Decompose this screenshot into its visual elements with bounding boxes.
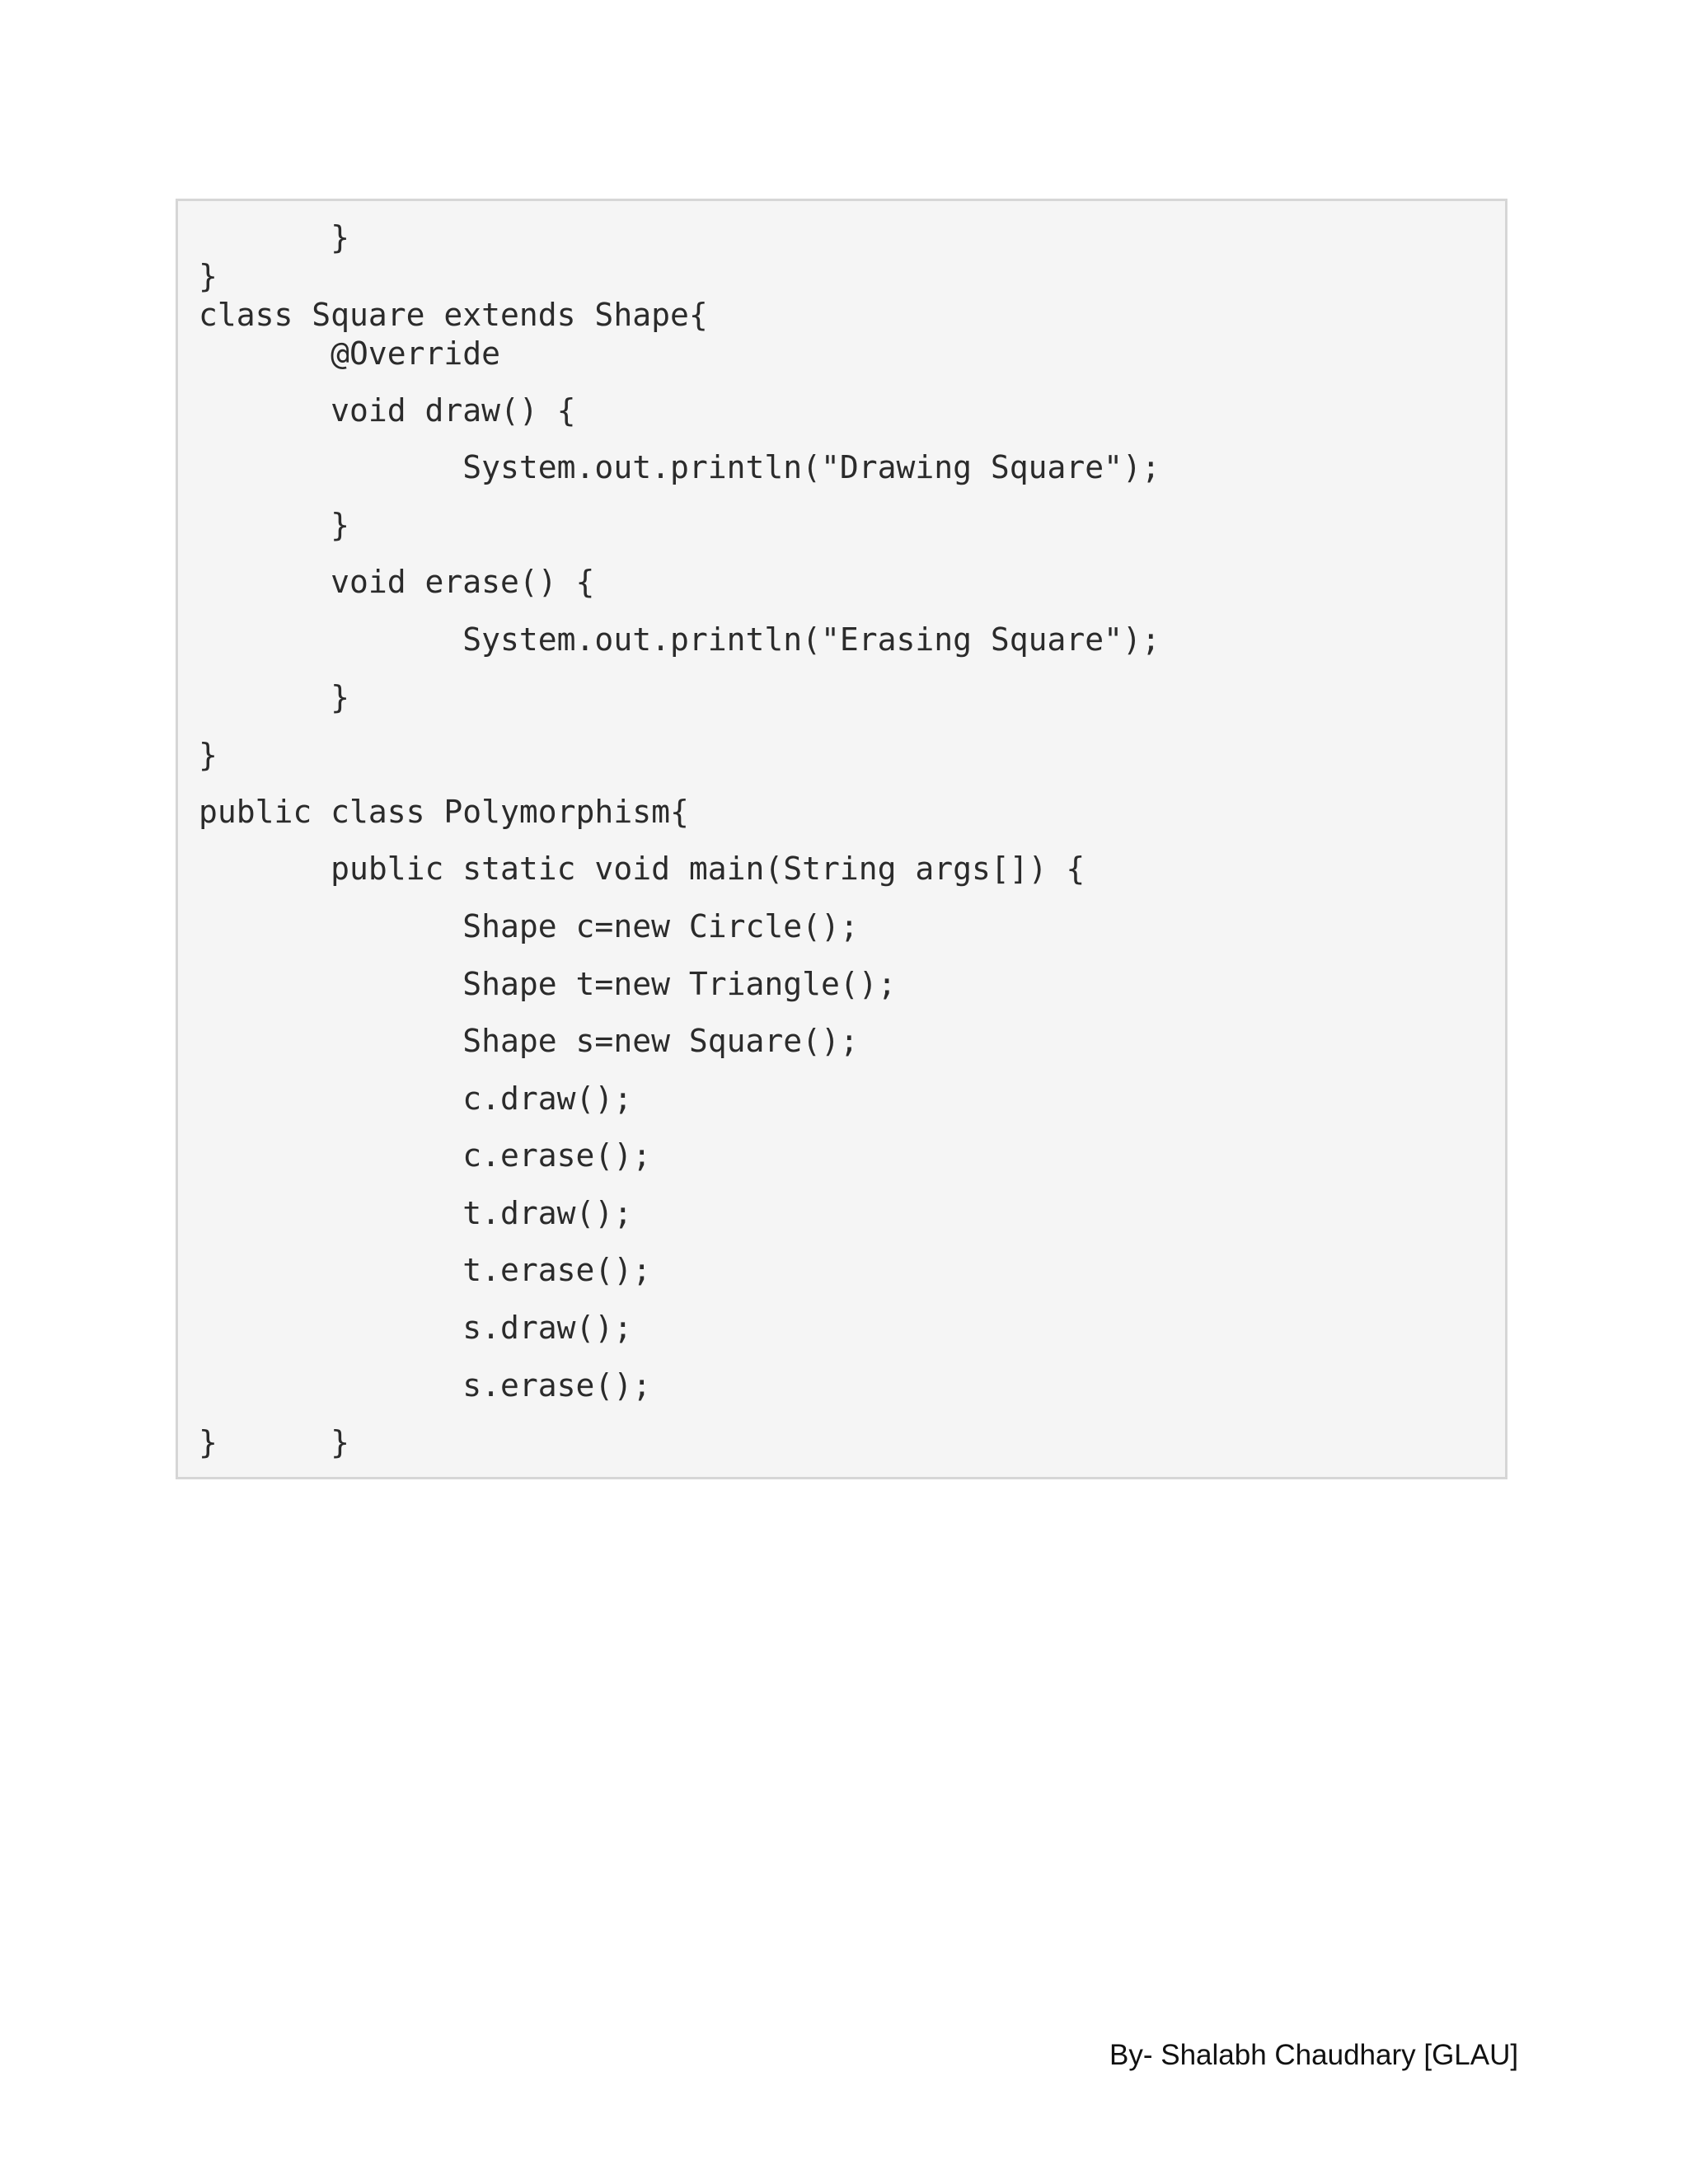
code-line: Shape s=new Square();	[199, 1023, 859, 1059]
code-line: s.draw();	[199, 1310, 633, 1346]
code-line: t.erase();	[199, 1252, 652, 1288]
code-line: void erase() {	[199, 564, 595, 600]
code-line: c.erase();	[199, 1137, 652, 1174]
code-line: Shape t=new Triangle();	[199, 966, 897, 1002]
code-line: }	[199, 258, 218, 294]
code-line: }	[199, 737, 218, 773]
code-line: }	[199, 507, 350, 543]
code-line: t.draw();	[199, 1195, 633, 1231]
code-line: c.draw();	[199, 1080, 633, 1117]
code-line: System.out.println("Erasing Square");	[199, 621, 1160, 658]
code-line: public static void main(String args[]) {	[199, 851, 1085, 887]
code-line: public class Polymorphism{	[199, 794, 689, 830]
code-block	[176, 199, 1507, 1479]
code-line: @Override	[199, 335, 501, 372]
code-line: }	[199, 679, 350, 715]
code-line: System.out.println("Drawing Square");	[199, 449, 1160, 485]
code-line: Shape c=new Circle();	[199, 908, 859, 944]
code-line: class Square extends Shape{	[199, 297, 708, 333]
code-line: } }	[199, 1424, 350, 1460]
code-line: void draw() {	[199, 392, 576, 429]
author-footer: By- Shalabh Chaudhary [GLAU]	[1109, 2039, 1519, 2071]
code-line: }	[199, 219, 350, 255]
code-line: s.erase();	[199, 1367, 652, 1404]
